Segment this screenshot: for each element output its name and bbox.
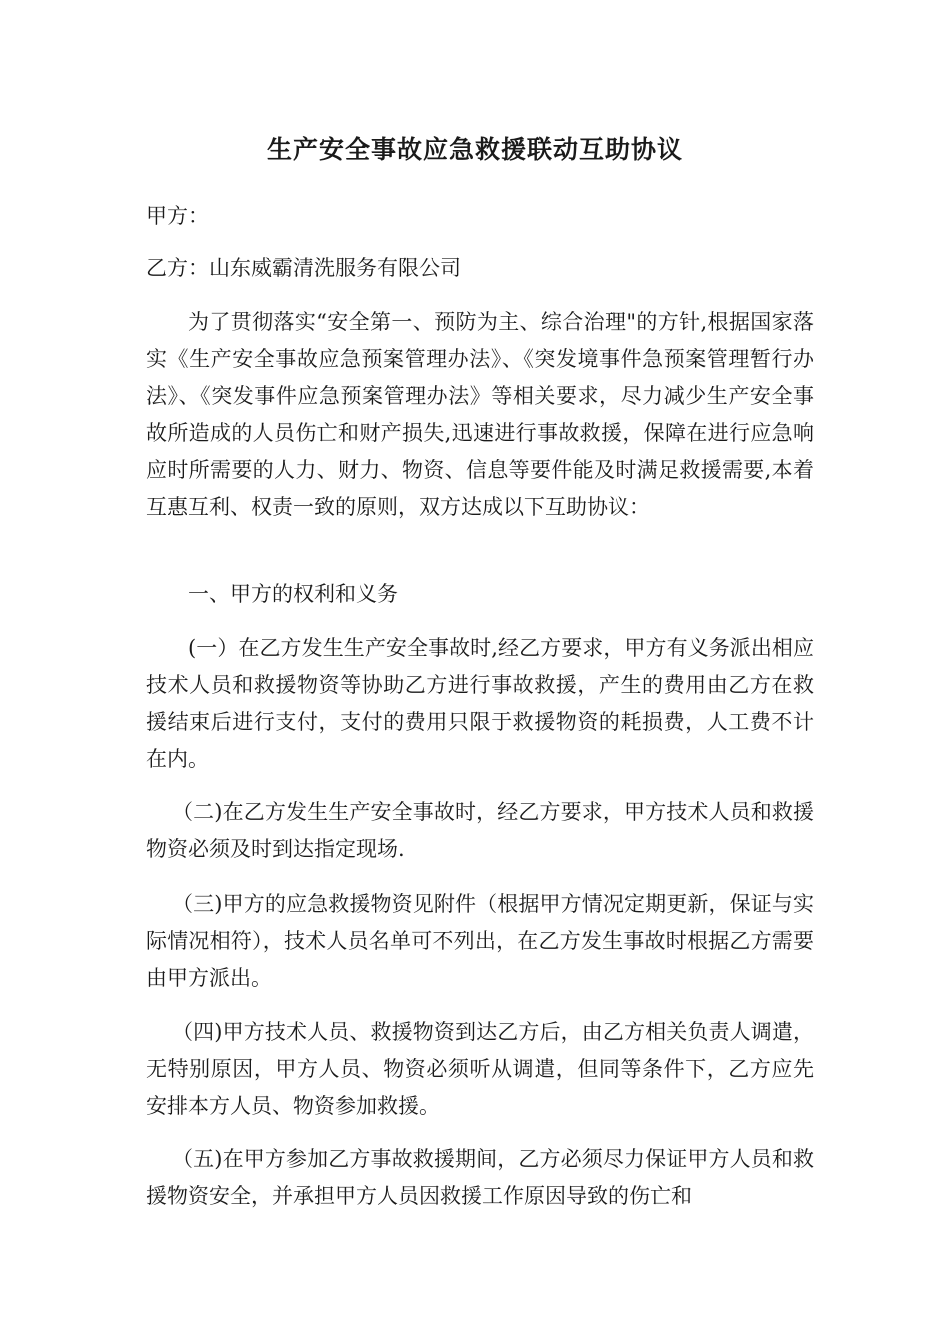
clause-1-paragraph: (一）在乙方发生生产安全事故时,经乙方要求，甲方有义务派出相应技术人员和救援物资等协助乙方进行事故救援，产生的费用由乙方在救援结束后进行支付，支付的费用只限于救援物资的耗损费，人工费不计在内。 [146,636,814,771]
party-a-line: 甲方： [146,204,209,228]
intro-paragraph: 为了贯彻落实“安全第一、预防为主、综合治理"的方针,根据国家落实《生产安全事故应急预案管理办法》、《突发境事件急预案管理暂行办法》、《突发事件应急预案管理办法》等相关要求，尽力减少生产安全事故所造成的人员伤亡和财产损失,迅速进行事故救援，保障在进行应急响应时所需要的人力、财力、物资、信息等要件能及时满足救援需要,本着互惠互利、权责一致的原则，双方达成以下互助协议： [146,310,814,519]
clause-4-paragraph: （四)甲方技术人员、救援物资到达乙方后，由乙方相关负责人调遣，无特别原因，甲方人员、物资必须听从调遣，但同等条件下，乙方应先安排本方人员、物资参加救援。 [146,1020,814,1118]
clause-2-paragraph: （二)在乙方发生生产安全事故时，经乙方要求，甲方技术人员和救援物资必须及时到达指定现场. [146,800,814,861]
document-title: 生产安全事故应急救援联动互助协议 [266,135,683,164]
party-b-line: 乙方：山东威霸清洗服务有限公司 [146,256,461,280]
clause-3-paragraph: （三)甲方的应急救援物资见附件（根据甲方情况定期更新，保证与实际情况相符），技术人员名单可不列出，在乙方发生事故时根据乙方需要由甲方派出。 [146,892,814,990]
clause-5-paragraph: （五)在甲方参加乙方事故救援期间，乙方必须尽力保证甲方人员和救援物资安全，并承担甲方人员因救援工作原因导致的伤亡和 [146,1147,814,1208]
section-1-heading: 一、甲方的权利和义务 [188,582,398,606]
